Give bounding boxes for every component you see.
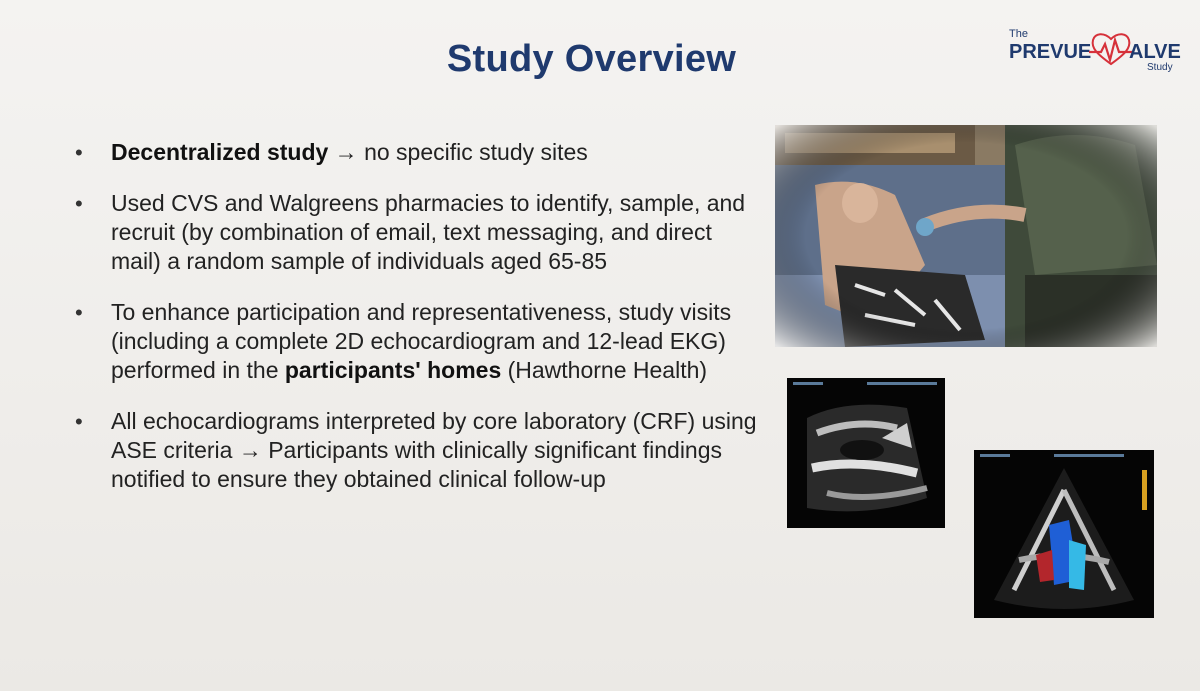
bullet-bold-text: Decentralized study	[111, 139, 329, 165]
bullet-text	[111, 138, 765, 167]
bullet-text	[111, 298, 765, 385]
bullet-post-text: (Hawthorne Health)	[501, 357, 708, 383]
bullet-text: All echocardiograms interpreted by core laboratory (CRF) using ASE criteria → Participants with clinically significant findings notified to ensure they obtained clinical follow-up	[111, 408, 757, 492]
bullet-item	[75, 138, 765, 167]
bullet-rest-text: → no specific study sites	[328, 139, 588, 165]
logo-valve: ALVE	[1129, 41, 1181, 63]
logo-study: Study	[1147, 62, 1173, 73]
bullet-dot-icon: •	[75, 409, 83, 434]
home-visit-image	[775, 125, 1157, 347]
logo-the: The	[1009, 28, 1028, 40]
logo-prevue: PREVUE	[1009, 41, 1092, 63]
bullet-dot-icon: •	[75, 191, 83, 216]
echo-scan-grayscale	[787, 378, 945, 528]
bullet-dot-icon: •	[75, 300, 83, 325]
echo-scan-doppler	[974, 450, 1154, 618]
bullet-bold-text: participants' homes	[284, 357, 502, 383]
slide-title: Study Overview	[446, 38, 737, 80]
bullet-item	[75, 298, 765, 385]
home-visit-photo	[775, 125, 1157, 347]
echocardiogram-image-1	[787, 378, 945, 528]
prevue-valve-logo	[1005, 28, 1185, 78]
bullet-item	[75, 407, 765, 494]
bullet-list	[75, 138, 765, 516]
bullet-dot-icon: •	[75, 140, 83, 165]
bullet-pre-text: To enhance participation and representativeness, study visits (including a complete 2D echocardiogram and 12-lead EKG) performed in the	[111, 299, 732, 383]
echocardiogram-image-2	[974, 450, 1154, 618]
heart-pulse-icon	[1089, 30, 1133, 70]
bullet-item	[75, 189, 765, 276]
bullet-text: Used CVS and Walgreens pharmacies to identify, sample, and recruit (by combination of email, text messaging, and direct mail) a random sample of individuals aged 65-85	[111, 190, 746, 274]
